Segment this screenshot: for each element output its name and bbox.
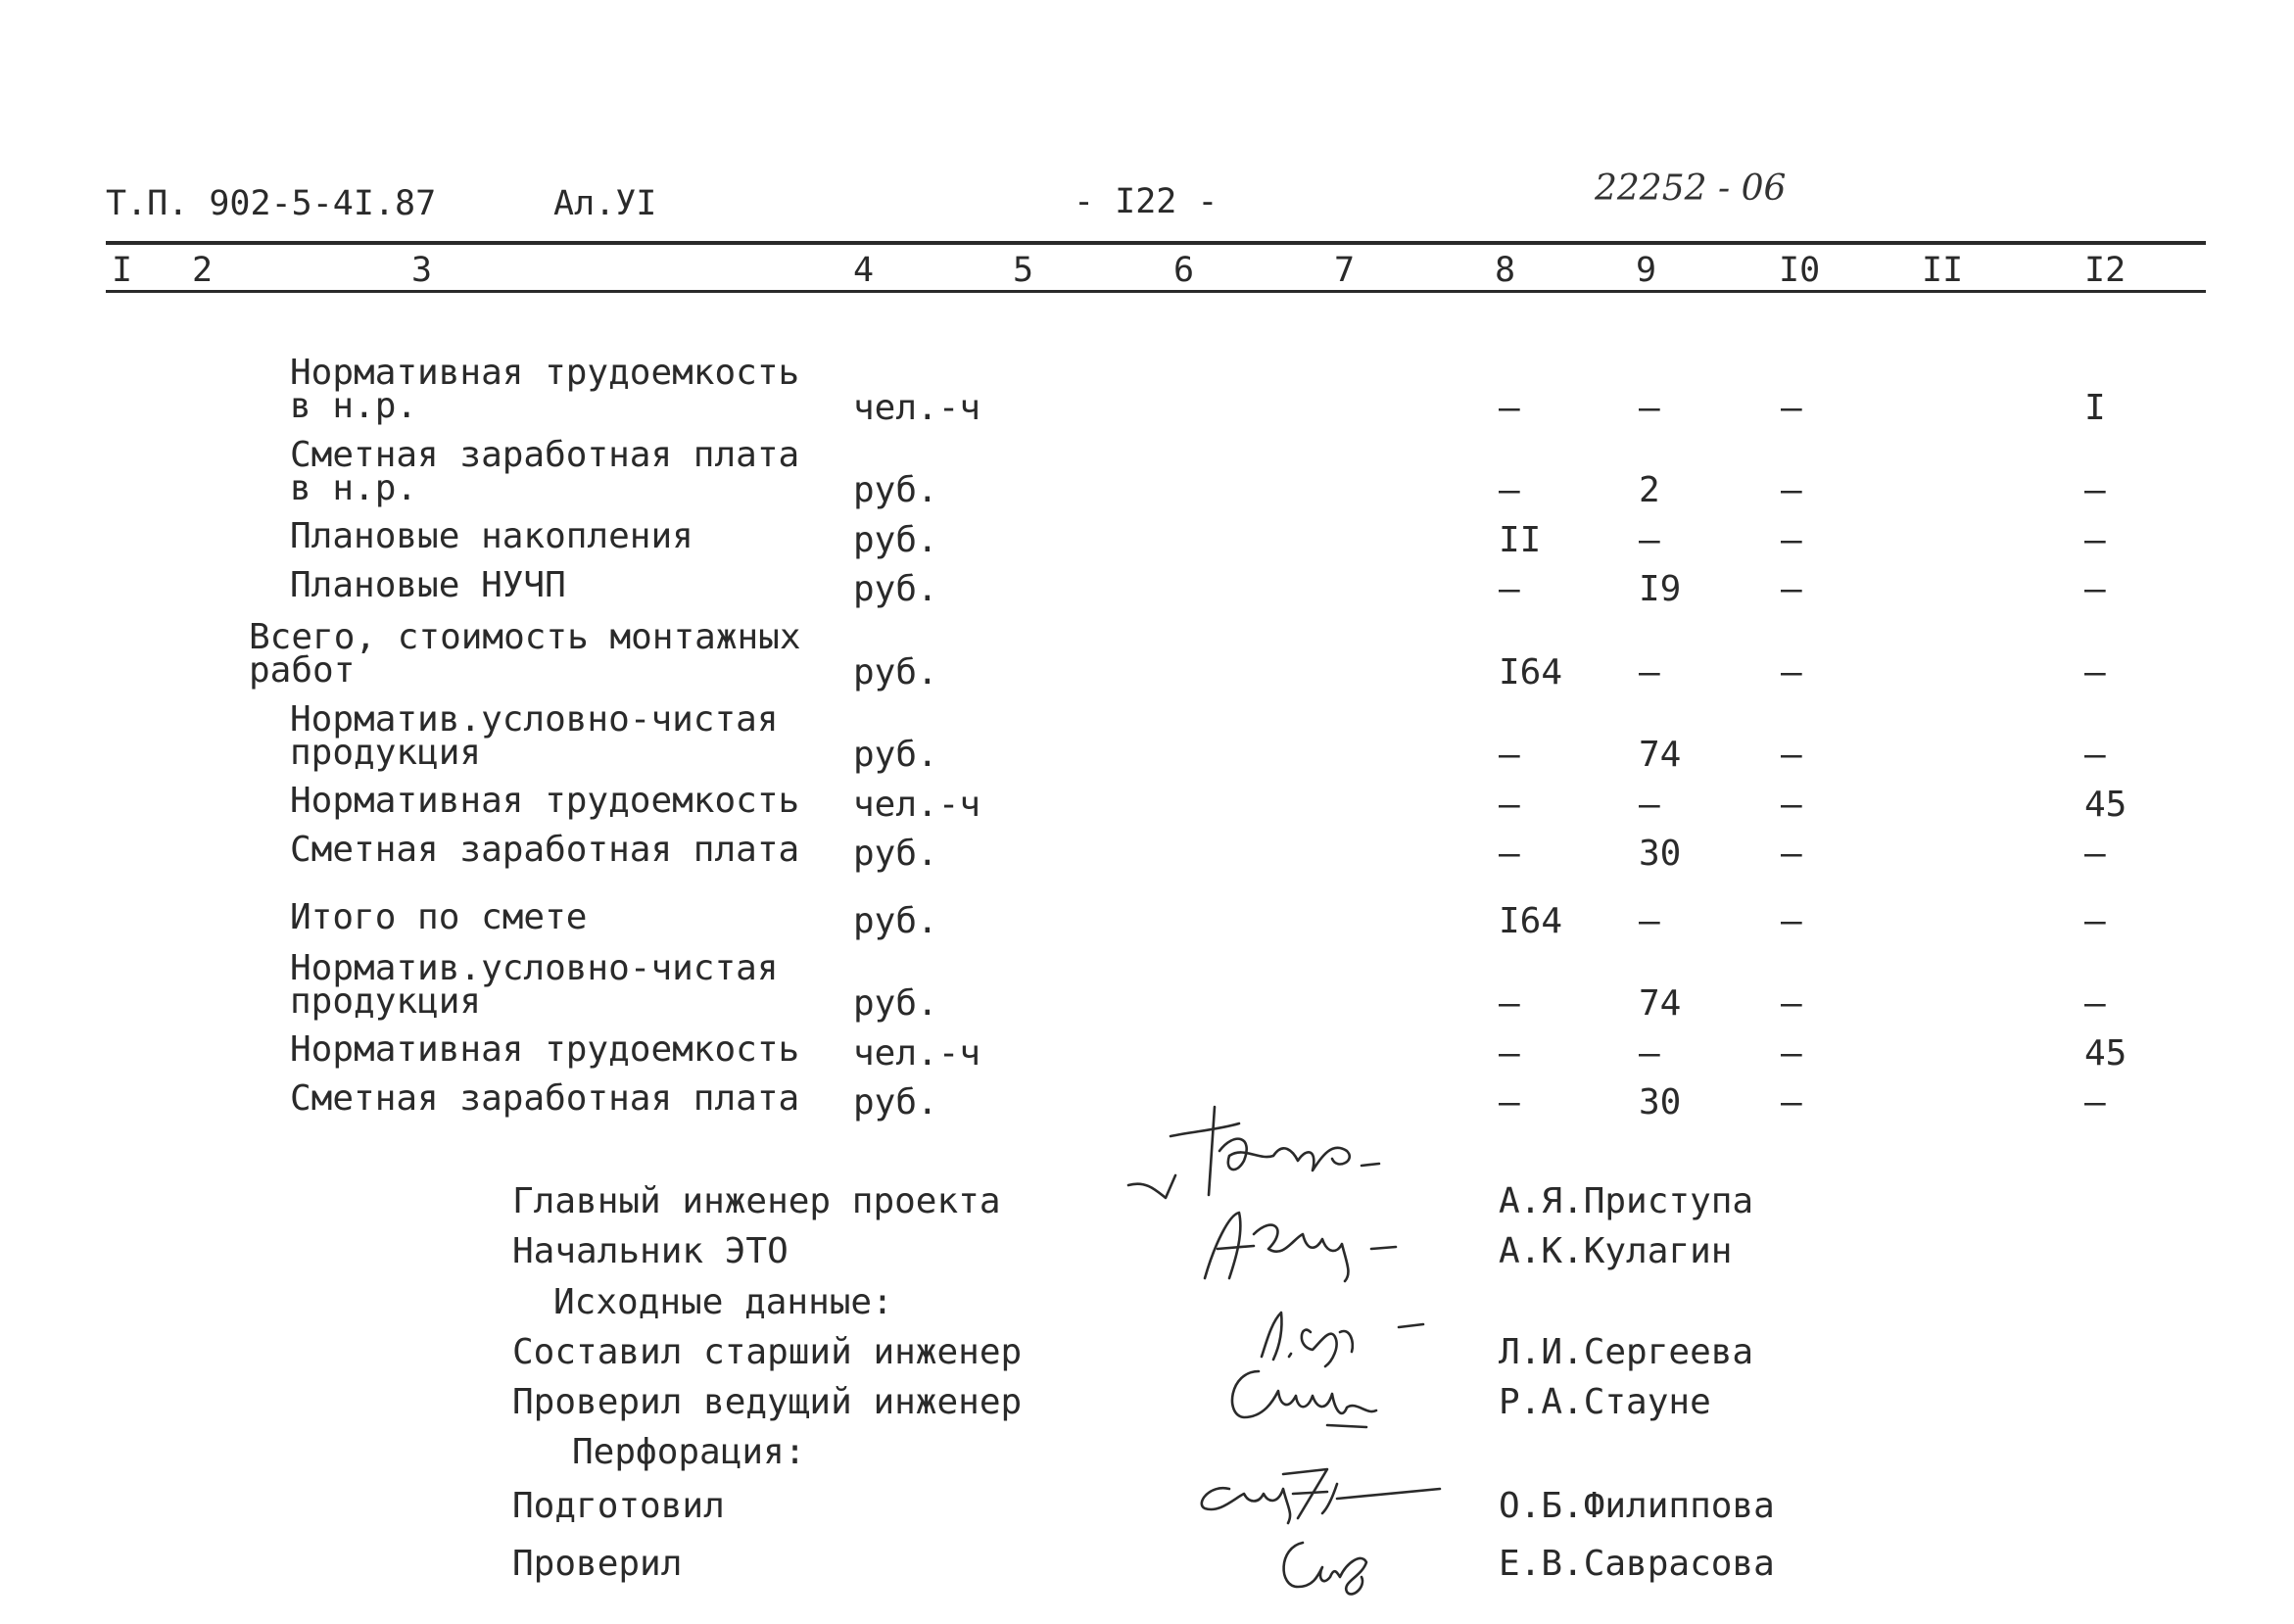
header-top-rule (106, 241, 2206, 245)
compiled-role: Составил старший инженер (512, 1332, 1023, 1372)
cell-col12: I (2084, 388, 2106, 428)
prepared-name: О.Б.Филиппова (1499, 1486, 1775, 1526)
row-label: Нормативная трудоемкость (290, 781, 800, 821)
cell-col12: 45 (2084, 785, 2127, 825)
perforation-heading: Перфорация: (572, 1432, 806, 1472)
row-label: Итого по смете (290, 897, 588, 937)
row-label: Сметная заработная плата в н.р. (290, 435, 800, 508)
cell-col10: – (1781, 652, 1802, 693)
cell-col9: – (1639, 520, 1660, 560)
signature-pristupa (1126, 1102, 1391, 1210)
signature-filippova (1190, 1459, 1455, 1528)
cell-col12: – (2084, 652, 2106, 693)
row-unit: руб. (853, 652, 938, 693)
column-number: 2 (192, 251, 214, 290)
cell-col10: – (1781, 901, 1802, 941)
checked-role: Проверил (512, 1544, 683, 1584)
column-number: I0 (1779, 251, 1821, 290)
row-unit: чел.-ч (853, 785, 981, 825)
album-label: Ал.УI (553, 184, 657, 223)
eto-head-role: Начальник ЭТО (512, 1231, 789, 1271)
cell-col10: – (1781, 388, 1802, 428)
checked-name: Е.В.Саврасова (1499, 1544, 1775, 1584)
row-unit: чел.-ч (853, 388, 981, 428)
column-number: 3 (411, 251, 433, 290)
cell-col10: – (1781, 983, 1802, 1024)
cell-col8: – (1499, 1082, 1520, 1122)
column-number: I2 (2084, 251, 2127, 290)
row-label: Норматив.условно-чистая продукция (290, 948, 779, 1022)
signature-staune (1219, 1357, 1396, 1435)
cell-col9: 2 (1639, 470, 1660, 510)
cell-col9: – (1639, 901, 1660, 941)
cell-col10: – (1781, 1033, 1802, 1074)
cell-col12: – (2084, 470, 2106, 510)
column-number: 9 (1636, 251, 1657, 290)
cell-col9: – (1639, 785, 1660, 825)
cell-col10: – (1781, 1082, 1802, 1122)
chief-engineer-role: Главный инженер проекта (512, 1181, 1001, 1221)
cell-col10: – (1781, 785, 1802, 825)
row-unit: руб. (853, 520, 938, 560)
cell-col8: – (1499, 785, 1520, 825)
cell-col8: – (1499, 983, 1520, 1024)
cell-col8: – (1499, 388, 1520, 428)
cell-col10: – (1781, 520, 1802, 560)
column-number: 4 (853, 251, 875, 290)
signature-kulagin (1200, 1205, 1415, 1283)
cell-col10: – (1781, 735, 1802, 775)
row-unit: руб. (853, 569, 938, 609)
row-label: Норматив.условно-чистая продукция (290, 699, 779, 773)
cell-col12: 45 (2084, 1033, 2127, 1074)
cell-col9: 30 (1639, 834, 1682, 874)
chief-engineer-name: А.Я.Приступа (1499, 1181, 1754, 1221)
cell-col8: – (1499, 834, 1520, 874)
row-unit: руб. (853, 834, 938, 874)
document-number: 22252 - 06 (1595, 168, 1787, 209)
row-unit: чел.-ч (853, 1033, 981, 1074)
row-label: Нормативная трудоемкость (290, 1029, 800, 1070)
cell-col12: – (2084, 569, 2106, 609)
checked-lead-role: Проверил ведущий инженер (512, 1382, 1023, 1422)
cell-col12: – (2084, 1082, 2106, 1122)
header-bottom-rule (106, 290, 2206, 293)
checked-lead-name: Р.А.Стауне (1499, 1382, 1711, 1422)
cell-col10: – (1781, 834, 1802, 874)
row-label: Плановые накопления (290, 516, 693, 556)
cell-col12: – (2084, 735, 2106, 775)
eto-head-name: А.К.Кулагин (1499, 1231, 1733, 1271)
row-unit: руб. (853, 470, 938, 510)
column-number: I (112, 251, 133, 290)
row-label: Сметная заработная плата (290, 830, 800, 870)
cell-col12: – (2084, 901, 2106, 941)
cell-col8: I64 (1499, 652, 1563, 693)
cell-col12: – (2084, 983, 2106, 1024)
project-code: Т.П. 902-5-4I.87 (106, 184, 437, 223)
cell-col8: – (1499, 470, 1520, 510)
cell-col10: – (1781, 470, 1802, 510)
cell-col10: – (1781, 569, 1802, 609)
cell-col12: – (2084, 834, 2106, 874)
column-number: 6 (1173, 251, 1195, 290)
cell-col8: – (1499, 569, 1520, 609)
row-unit: руб. (853, 901, 938, 941)
cell-col12: – (2084, 520, 2106, 560)
cell-col9: 74 (1639, 735, 1682, 775)
cell-col8: – (1499, 1033, 1520, 1074)
column-number: 5 (1013, 251, 1034, 290)
row-unit: руб. (853, 983, 938, 1024)
cell-col8: I64 (1499, 901, 1563, 941)
source-data-heading: Исходные данные: (553, 1282, 893, 1322)
row-unit: руб. (853, 1082, 938, 1122)
prepared-role: Подготовил (512, 1486, 725, 1526)
cell-col9: 74 (1639, 983, 1682, 1024)
column-number: 8 (1495, 251, 1516, 290)
cell-col9: I9 (1639, 569, 1682, 609)
row-label: Всего, стоимость монтажных работ (249, 617, 801, 691)
cell-col8: – (1499, 735, 1520, 775)
row-unit: руб. (853, 735, 938, 775)
signature-savrasova (1273, 1533, 1391, 1601)
row-label: Плановые НУЧП (290, 565, 566, 605)
cell-col9: – (1639, 1033, 1660, 1074)
cell-col9: – (1639, 652, 1660, 693)
page-number: - I22 - (1074, 182, 1219, 221)
row-label: Сметная заработная плата (290, 1078, 800, 1119)
row-label: Нормативная трудоемкость в н.р. (290, 353, 800, 426)
column-number: 7 (1334, 251, 1356, 290)
cell-col9: – (1639, 388, 1660, 428)
cell-col9: 30 (1639, 1082, 1682, 1122)
cell-col8: II (1499, 520, 1542, 560)
compiled-name: Л.И.Сергеева (1499, 1332, 1754, 1372)
column-number: II (1922, 251, 1964, 290)
